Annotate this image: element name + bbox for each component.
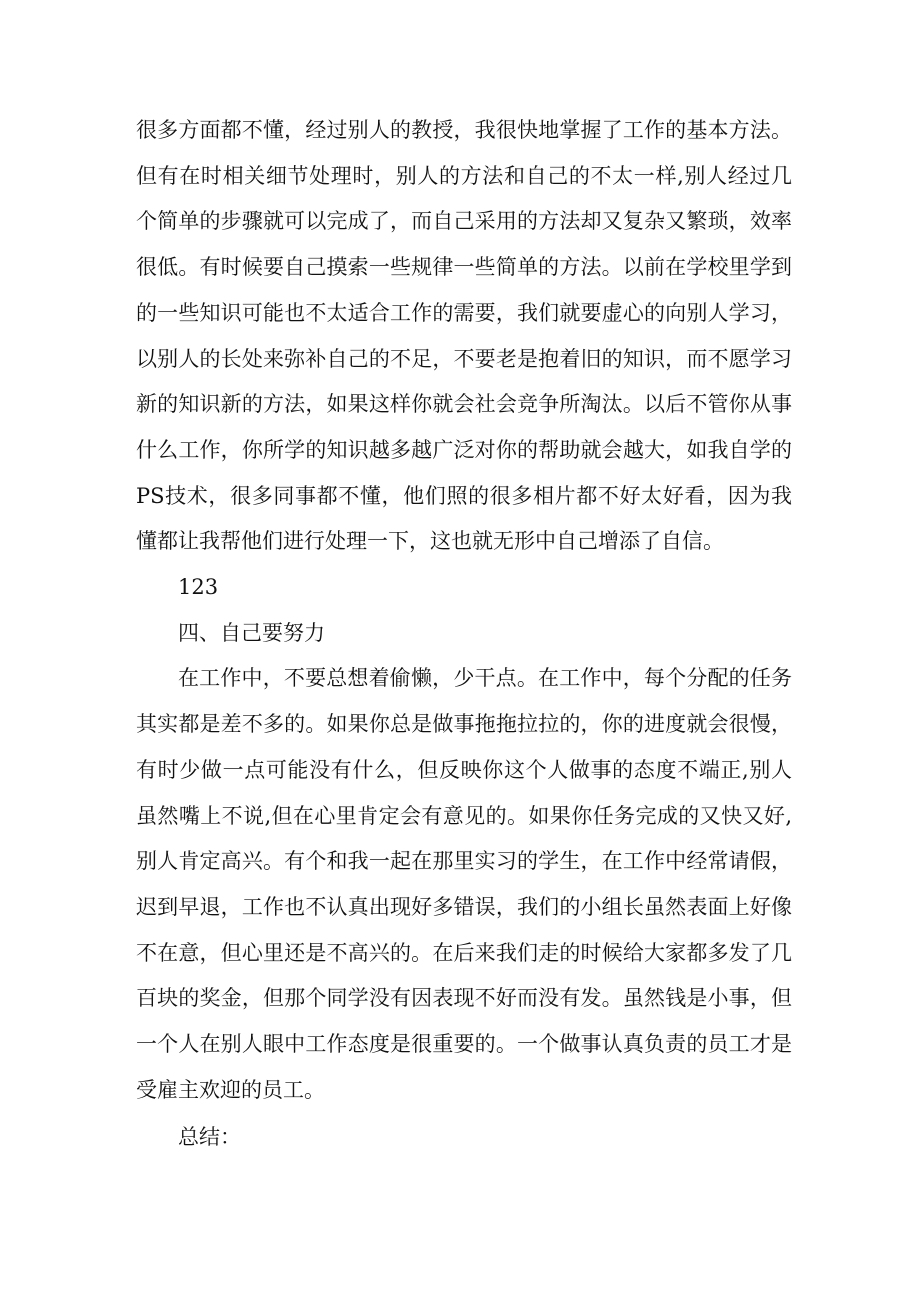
section-heading: 四、自己要努力 [178, 620, 325, 645]
document-body [136, 108, 792, 1161]
paragraph-effort: 在工作中，不要总想着偷懒，少干点。在工作中，每个分配的任务其实都是差不多的。如果你总是做事拖拖拉拉的，你的进度就会很慢，有时少做一点可能没有什么，但反映你这个人做事的态度不端正,别人虽然嘴上不说,但在心里肯定会有意见的。如果你任务完成的又快又好,别人肯定高兴。有个和我一起在那里实习的学生，在工作中经常请假，迟到早退，工作也不认真出现好多错误，我们的小组长虽然表面上好像不在意，但心里还是不高兴的。在后来我们走的时候给大家都多发了几百块的奖金，但那个同学没有因表现不好而没有发。虽然钱是小事，但一个人在别人眼中工作态度是很重要的。一个做事认真负责的员工才是受雇主欢迎的员工。 [136, 666, 792, 1102]
summary-heading: 总结： [178, 1125, 241, 1150]
page-number-text: 123 [178, 575, 219, 600]
paragraph-continued: 很多方面都不懂，经过别人的教授，我很快地掌握了工作的基本方法。但有在时相关细节处理时，别人的方法和自己的不太一样,别人经过几个简单的步骤就可以完成了，而自己采用的方法却又复杂又繁琐，效率很低。有时候要自己摸索一些规律一些简单的方法。以前在学校里学到的一些知识可能也不太适合工作的需要，我们就要虚心的向别人学习，以别人的长处来弥补自己的不足，不要老是抱着旧的知识，而不愿学习新的知识新的方法，如果这样你就会社会竞争所淘汰。以后不管你从事什么工作，你所学的知识越多越广泛对你的帮助就会越大，如我自学的PS技术，很多同事都不懂，他们照的很多相片都不好太好看，因为我懂都让我帮他们进行处理一下，这也就无形中自己增添了自信。 [136, 118, 792, 554]
